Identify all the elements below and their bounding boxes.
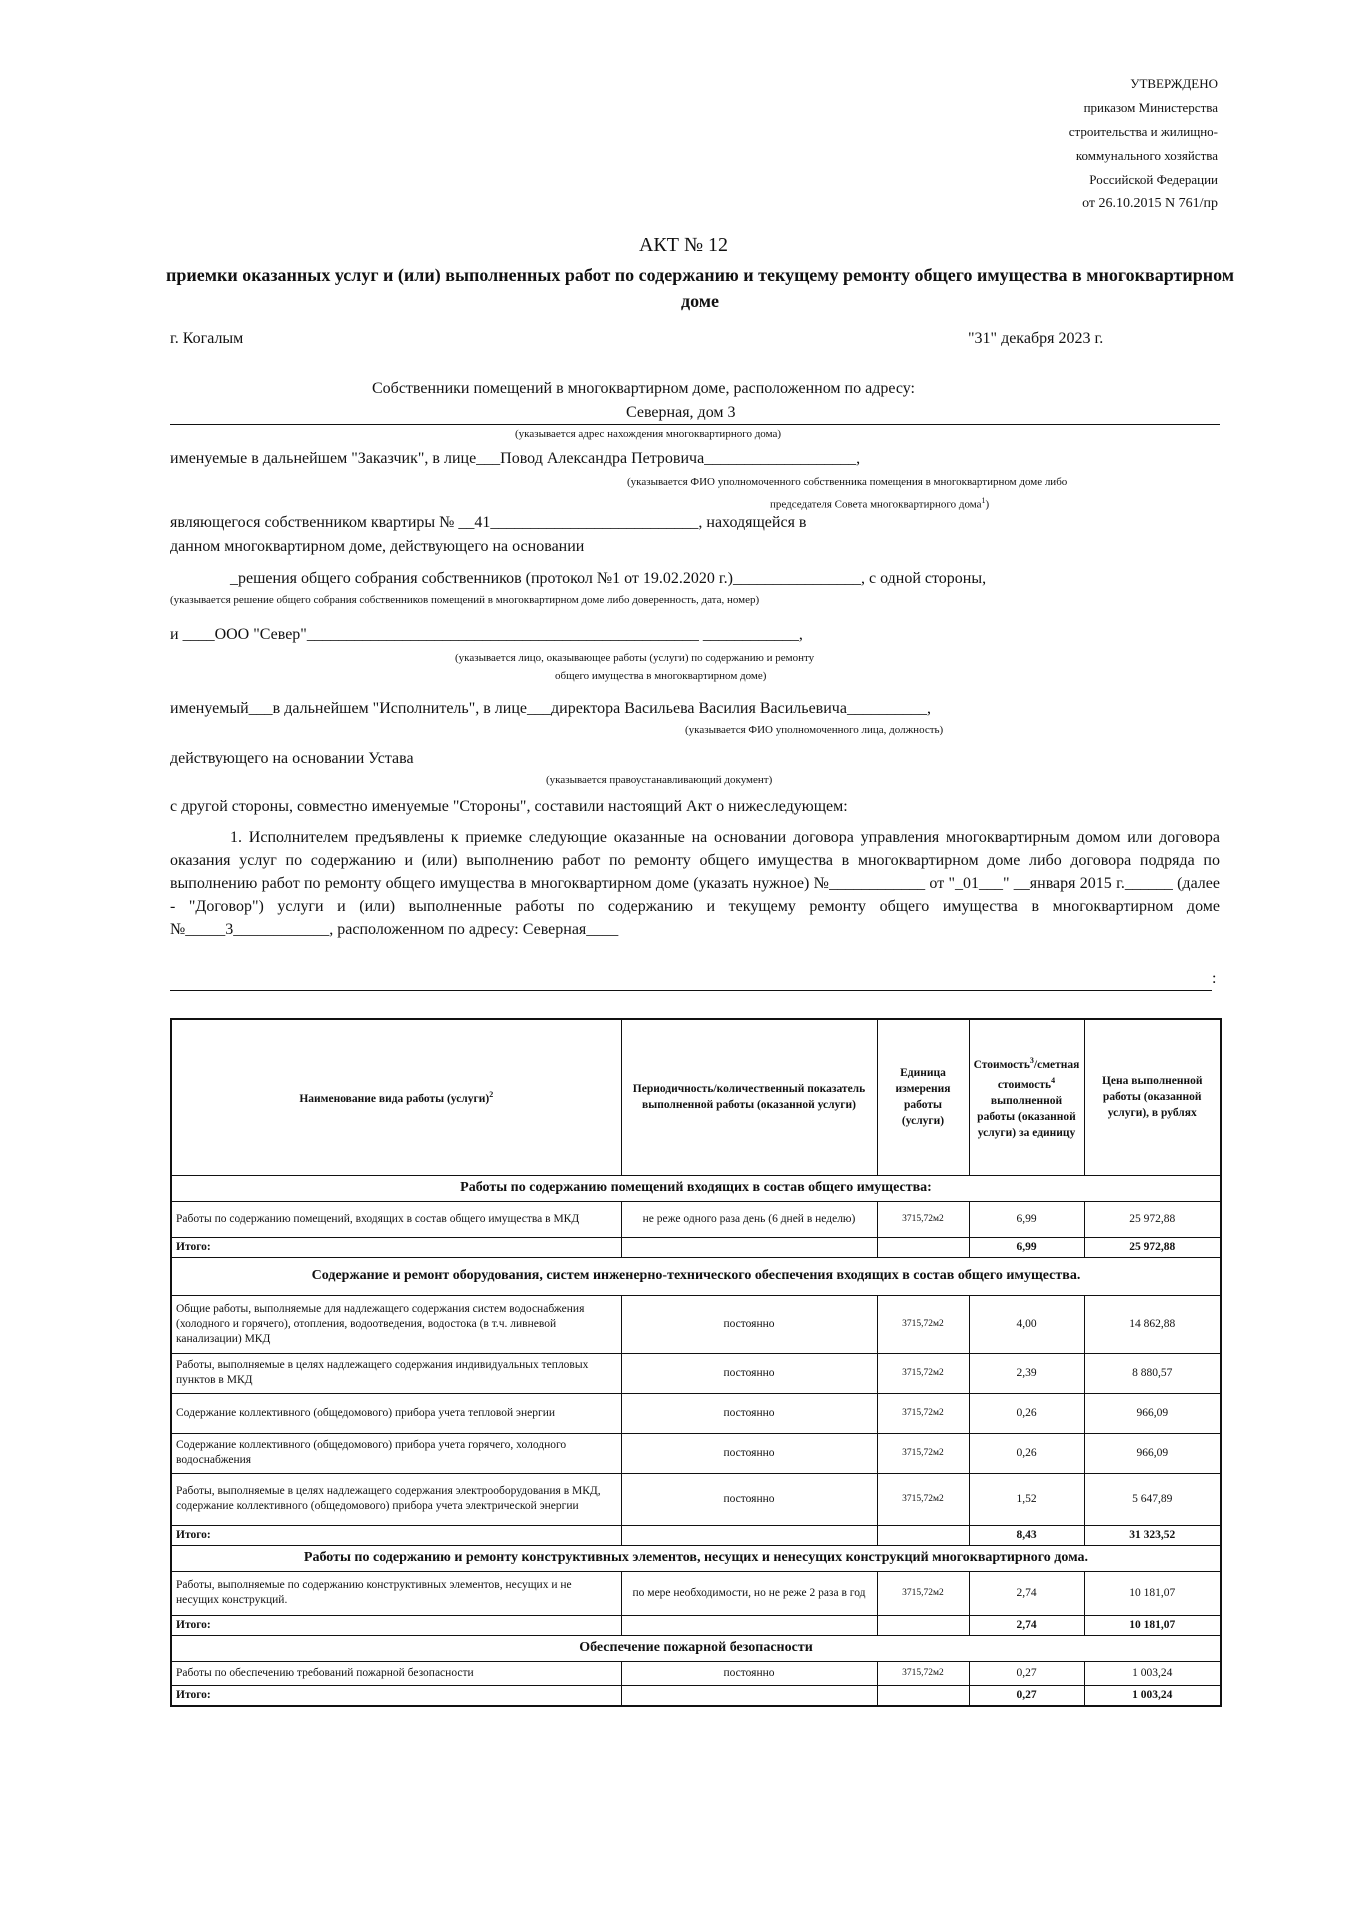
work-unit: 3715,72м2 xyxy=(877,1201,969,1237)
work-price: 966,09 xyxy=(1084,1393,1221,1433)
work-cost: 0,26 xyxy=(969,1393,1084,1433)
total-unit xyxy=(877,1685,969,1706)
work-period: постоянно xyxy=(621,1661,877,1685)
total-label: Итого: xyxy=(171,1615,621,1635)
customer-line: именуемые в дальнейшем "Заказчик", в лице___Повод Александра Петровича___________________, xyxy=(170,450,861,467)
total-row xyxy=(171,1685,1221,1706)
house-line: данном многоквартирном доме, действующего на основании xyxy=(170,538,585,555)
total-cost: 2,74 xyxy=(969,1615,1084,1635)
work-period: постоянно xyxy=(621,1353,877,1393)
section-title: Работы по содержанию и ремонту конструктивных элементов, несущих и ненесущих конструкций многоквартирного дома. xyxy=(171,1545,1221,1571)
act-subtitle: приемки оказанных услуг и (или) выполненных работ по содержанию и текущему ремонту общего имущества в многоквартирном доме xyxy=(165,265,1235,311)
act-date: "31" декабря 2023 г. xyxy=(968,330,1104,347)
header-cost: Стоимость$^3$/сметная стоимость$^4$ выполненной работы (оказанной услуги) за единицу xyxy=(969,1019,1084,1175)
approval-block xyxy=(1000,72,1218,216)
work-name: Содержание коллективного (общедомового) прибора учета горячего, холодного водоснабжения xyxy=(171,1433,621,1473)
total-label: Итого: xyxy=(171,1525,621,1545)
parties-line: с другой стороны, совместно именуемые "Стороны", составили настоящий Акт о нижеследующем: xyxy=(170,798,848,815)
total-cost: 8,43 xyxy=(969,1525,1084,1545)
owners-line: Собственники помещений в многоквартирном доме, расположенном по адресу: xyxy=(372,380,915,397)
basis-line: действующего на основании Устава xyxy=(170,750,414,767)
executor-note: (указывается ФИО уполномоченного лица, должность) xyxy=(685,724,944,736)
customer-note: председателя Совета многоквартирного дома$^1$) xyxy=(770,496,990,511)
work-unit: 3715,72м2 xyxy=(877,1433,969,1473)
table-header-row xyxy=(171,1019,1221,1175)
table-row xyxy=(171,1473,1221,1525)
work-cost: 0,27 xyxy=(969,1661,1084,1685)
total-row xyxy=(171,1615,1221,1635)
work-name: Работы, выполняемые в целях надлежащего содержания индивидуальных тепловых пунктов в МКД xyxy=(171,1353,621,1393)
contractor-note: общего имущества в многоквартирном доме) xyxy=(555,670,767,682)
work-name: Содержание коллективного (общедомового) прибора учета тепловой энергии xyxy=(171,1393,621,1433)
approval-line: строительства и жилищно- xyxy=(1068,124,1218,139)
total-label: Итого: xyxy=(171,1237,621,1257)
address-note: (указывается адрес нахождения многоквартирного дома) xyxy=(515,428,782,440)
section-header-row xyxy=(171,1635,1221,1661)
executor-line: именуемый___в дальнейшем "Исполнитель", в лице___директора Васильева Василия Васильевича__________, xyxy=(170,700,931,717)
table-row xyxy=(171,1661,1221,1685)
contractor-note: (указывается лицо, оказывающее работы (услуги) по содержанию и ремонту xyxy=(455,652,815,664)
works-table xyxy=(170,1018,1222,1707)
work-name: Работы по содержанию помещений, входящих в состав общего имущества в МКД xyxy=(171,1201,621,1237)
owner-line: являющегося собственником квартиры № __41__________________________, находящейся в xyxy=(170,514,807,531)
total-cost: 0,27 xyxy=(969,1685,1084,1706)
table-row xyxy=(171,1393,1221,1433)
table-row xyxy=(171,1571,1221,1615)
total-period xyxy=(621,1525,877,1545)
paragraph-1: 1. Исполнителем предъявлены к приемке следующие оказанные на основании договора управления многоквартирным домом или договора оказания услуг по содержанию и (или) выполнению работ по ремонту общего имущества в многоквартирном доме либо договора подряда по выполнению работ по ремонту общего имущества в многоквартирном доме (указать нужное) №____________ от "_01___" __января 2015 г.______ (далее - "Договор") услуги и (или) выполненные работы по содержанию и текущему ремонту общего имущества в многоквартирном доме №_____3____________, расположенном по адресу: Северная____ xyxy=(170,829,1220,938)
act-title: АКТ № 12 xyxy=(638,234,729,256)
table-row xyxy=(171,1433,1221,1473)
work-name: Работы, выполняемые в целях надлежащего содержания электрооборудования в МКД, содержание коллективного (общедомового) прибора учета электрической энергии xyxy=(171,1473,621,1525)
work-price: 1 003,24 xyxy=(1084,1661,1221,1685)
work-unit: 3715,72м2 xyxy=(877,1661,969,1685)
work-period: постоянно xyxy=(621,1433,877,1473)
section-header-row xyxy=(171,1257,1221,1295)
work-price: 966,09 xyxy=(1084,1433,1221,1473)
address-rule xyxy=(170,424,1220,425)
section-title: Работы по содержанию помещений входящих в состав общего имущества: xyxy=(171,1175,1221,1201)
total-period xyxy=(621,1237,877,1257)
work-price: 25 972,88 xyxy=(1084,1201,1221,1237)
work-cost: 2,39 xyxy=(969,1353,1084,1393)
work-cost: 0,26 xyxy=(969,1433,1084,1473)
section-title: Обеспечение пожарной безопасности xyxy=(171,1635,1221,1661)
section-header-row xyxy=(171,1545,1221,1571)
work-unit: 3715,72м2 xyxy=(877,1295,969,1353)
paragraph-end: : xyxy=(1212,970,1217,987)
work-name: Общие работы, выполняемые для надлежащего содержания систем водоснабжения (холодного и горячего), отопления, водоотведения, водостока (в т.ч. ливневой канализации) МКД xyxy=(171,1295,621,1353)
total-cost: 6,99 xyxy=(969,1237,1084,1257)
total-unit xyxy=(877,1237,969,1257)
approval-line: коммунального хозяйства xyxy=(1075,148,1218,163)
total-period xyxy=(621,1685,877,1706)
work-unit: 3715,72м2 xyxy=(877,1353,969,1393)
header-period: Периодичность/количественный показатель выполненной работы (оказанной услуги) xyxy=(621,1019,877,1175)
total-price: 31 323,52 xyxy=(1084,1525,1221,1545)
work-name: Работы по обеспечению требований пожарной безопасности xyxy=(171,1661,621,1685)
work-cost: 2,74 xyxy=(969,1571,1084,1615)
work-cost: 6,99 xyxy=(969,1201,1084,1237)
total-price: 1 003,24 xyxy=(1084,1685,1221,1706)
decision-note: (указывается решение общего собрания собственников помещений в многоквартирном доме либо доверенность, дата, номер) xyxy=(170,594,760,606)
work-cost: 4,00 xyxy=(969,1295,1084,1353)
work-period: постоянно xyxy=(621,1473,877,1525)
work-unit: 3715,72м2 xyxy=(877,1473,969,1525)
work-cost: 1,52 xyxy=(969,1473,1084,1525)
paragraph-rule xyxy=(170,990,1212,991)
header-unit: Единица измерения работы (услуги) xyxy=(877,1019,969,1175)
work-period: по мере необходимости, но не реже 2 раза в год xyxy=(621,1571,877,1615)
customer-note: (указывается ФИО уполномоченного собственника помещения в многоквартирном доме либо xyxy=(627,476,1068,488)
work-period: постоянно xyxy=(621,1393,877,1433)
city: г. Когалым xyxy=(170,330,244,347)
header-name: Наименование вида работы (услуги)$^2$ xyxy=(171,1019,621,1175)
approval-line: Российской Федерации xyxy=(1089,172,1218,187)
table-row xyxy=(171,1295,1221,1353)
total-price: 10 181,07 xyxy=(1084,1615,1221,1635)
total-unit xyxy=(877,1525,969,1545)
work-name: Работы, выполняемые по содержанию конструктивных элементов, несущих и не несущих конструкций. xyxy=(171,1571,621,1615)
approval-line: УТВЕРЖДЕНО xyxy=(1130,76,1218,91)
table-row xyxy=(171,1201,1221,1237)
work-price: 5 647,89 xyxy=(1084,1473,1221,1525)
table-row xyxy=(171,1353,1221,1393)
total-label: Итого: xyxy=(171,1685,621,1706)
work-period: постоянно xyxy=(621,1295,877,1353)
work-period: не реже одного раза день (6 дней в неделю) xyxy=(621,1201,877,1237)
total-row xyxy=(171,1237,1221,1257)
approval-line: приказом Министерства xyxy=(1083,100,1218,115)
work-price: 14 862,88 xyxy=(1084,1295,1221,1353)
contractor-line: и ____ООО "Север"_________________________________________________ ____________, xyxy=(170,626,803,643)
total-unit xyxy=(877,1615,969,1635)
decision-line: _решения общего собрания собственников (протокол №1 от 19.02.2020 г.)________________, с одной стороны, xyxy=(230,570,987,587)
section-title: Содержание и ремонт оборудования, систем инженерно-технического обеспечения входящих в состав общего имущества. xyxy=(171,1257,1221,1295)
section-header-row xyxy=(171,1175,1221,1201)
total-period xyxy=(621,1615,877,1635)
work-unit: 3715,72м2 xyxy=(877,1571,969,1615)
work-price: 10 181,07 xyxy=(1084,1571,1221,1615)
total-row xyxy=(171,1525,1221,1545)
work-unit: 3715,72м2 xyxy=(877,1393,969,1433)
approval-line: от 26.10.2015 N 761/пр xyxy=(1082,196,1218,211)
header-price: Цена выполненной работы (оказанной услуги), в рублях xyxy=(1084,1019,1221,1175)
house-address: Северная, дом 3 xyxy=(626,404,736,421)
basis-note: (указывается правоустанавливающий документ) xyxy=(546,774,773,786)
total-price: 25 972,88 xyxy=(1084,1237,1221,1257)
work-price: 8 880,57 xyxy=(1084,1353,1221,1393)
